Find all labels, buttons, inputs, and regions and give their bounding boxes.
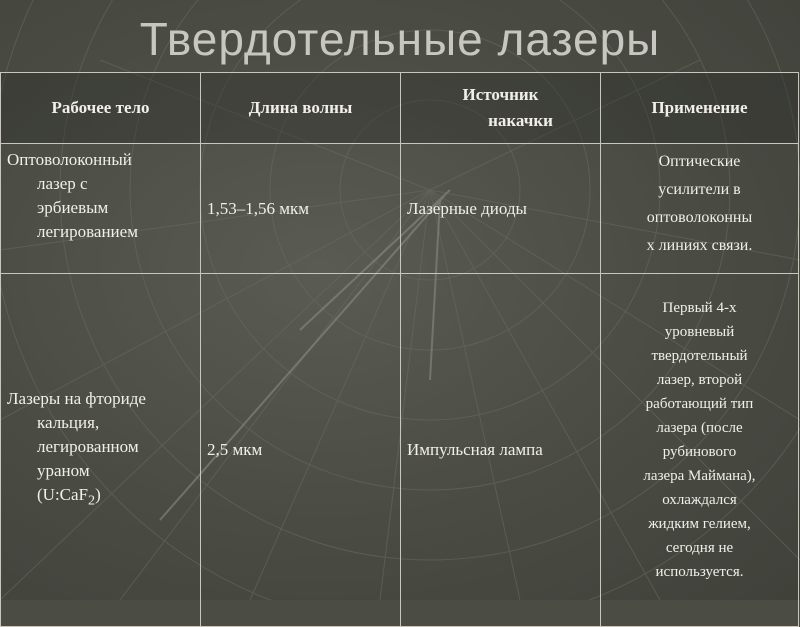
lasers-table — [0, 72, 799, 627]
cell-wavelength: 2,5 мкм — [201, 274, 401, 627]
cell-application: Первый 4-х уровневый твердотельный лазер, второй работающий тип лазера (после рубинового лазера Маймана), охлаждался жидким гелием, сегодня не используется. — [601, 274, 799, 627]
cell-pump-source: Лазерные диоды — [401, 144, 601, 274]
cell-wavelength: 1,53–1,56 мкм — [201, 144, 401, 274]
table-row — [1, 144, 799, 274]
header-pump-source-line2: накачки — [488, 111, 553, 130]
header-pump-source-line1: Источник — [462, 85, 539, 104]
cell-working-medium: Лазеры на фториде кальция, легированном ураном (U:CaF$_2$) — [1, 274, 201, 627]
cell-application: Оптические усилители в оптоволоконны х линиях связи. — [601, 144, 799, 274]
cell-pump-source: Импульсная лампа — [401, 274, 601, 627]
page-title: Твердотельные лазеры — [139, 13, 661, 65]
chemical-formula: (U:CaF$_2$) — [37, 485, 101, 509]
header-pump-source — [401, 73, 601, 144]
cell-working-medium: Оптоволоконный лазер с эрбиевым легированием — [1, 144, 201, 274]
header-working-medium: Рабочее тело — [1, 73, 201, 144]
table-row — [1, 274, 799, 627]
table-header-row — [1, 73, 799, 144]
header-wavelength: Длина волны — [201, 73, 401, 144]
header-application: Применение — [601, 73, 799, 144]
